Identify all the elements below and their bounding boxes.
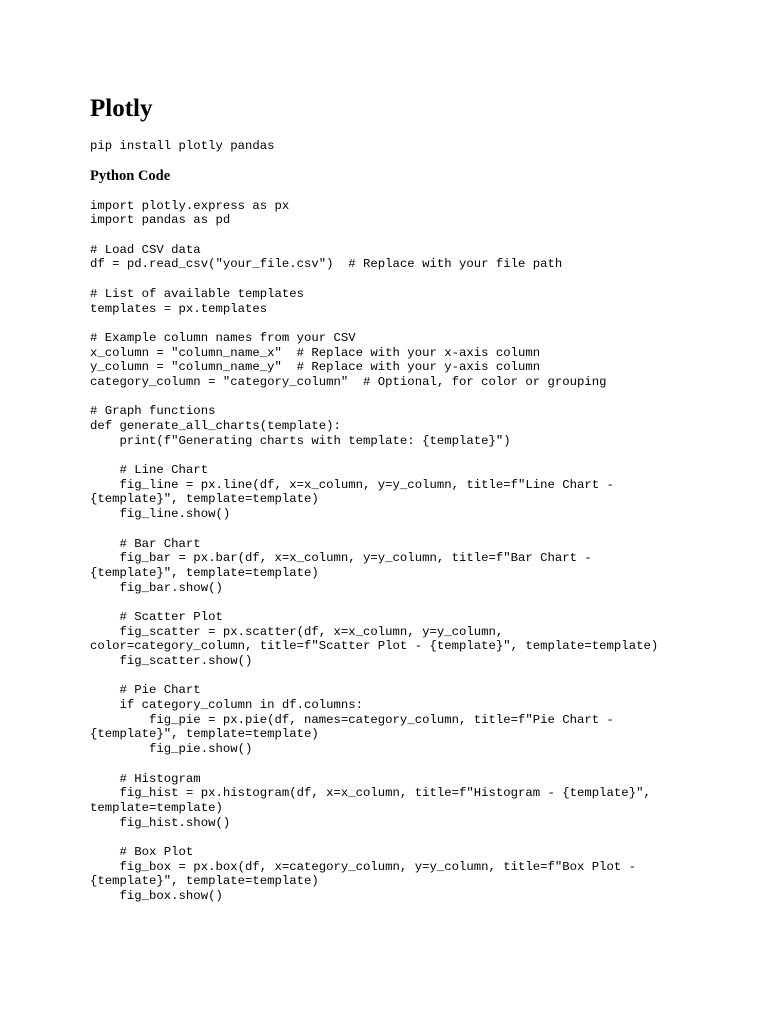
code-line: fig_hist.show(): [90, 815, 231, 830]
code-line: templates = px.templates: [90, 301, 268, 316]
code-line: [90, 272, 730, 287]
code-line: def generate_all_charts(template):: [90, 419, 341, 434]
code-line: # Bar Chart: [90, 536, 201, 551]
code-line: import pandas as pd: [90, 213, 231, 228]
code-line: df = pd.read_csv("your_file.csv") # Replace with your file path: [90, 257, 563, 272]
code-block: [90, 199, 730, 904]
code-line: fig_hist = px.histogram(df, x=x_column, title=f"Histogram - {template}",: [90, 786, 651, 801]
code-line: fig_line = px.line(df, x=x_column, y=y_column, title=f"Line Chart -: [90, 477, 614, 492]
code-line: fig_bar = px.bar(df, x=x_column, y=y_column, title=f"Bar Chart -: [90, 551, 592, 566]
code-line: [90, 830, 730, 845]
code-line: [90, 757, 730, 772]
code-line: # Histogram: [90, 771, 201, 786]
code-line: fig_box = px.box(df, x=category_column, y=y_column, title=f"Box Plot -: [90, 859, 637, 874]
code-line: import plotly.express as px: [90, 198, 290, 213]
code-line: # Line Chart: [90, 463, 209, 478]
code-line: category_column = "category_column" # Optional, for color or grouping: [90, 374, 607, 389]
code-line: color=category_column, title=f"Scatter Plot - {template}", template=template): [90, 639, 659, 654]
code-line: [90, 448, 730, 463]
code-line: [90, 390, 730, 405]
code-line: # Pie Chart: [90, 683, 201, 698]
document-title: Plotly: [90, 95, 153, 122]
install-command: pip install plotly pandas: [90, 139, 275, 153]
code-line: if category_column in df.columns:: [90, 698, 364, 713]
document-page: [90, 94, 730, 904]
code-line: [90, 595, 730, 610]
code-line: fig_scatter = px.scatter(df, x=x_column, y=y_column,: [90, 624, 504, 639]
code-line: [90, 316, 730, 331]
code-line: {template}", template=template): [90, 565, 319, 580]
code-line: # Load CSV data: [90, 242, 201, 257]
code-line: # Scatter Plot: [90, 609, 223, 624]
code-line: [90, 669, 730, 684]
section-heading: Python Code: [90, 167, 171, 184]
code-line: # Graph functions: [90, 404, 216, 419]
code-line: fig_line.show(): [90, 507, 231, 522]
code-line: fig_bar.show(): [90, 580, 223, 595]
code-line: fig_pie = px.pie(df, names=category_column, title=f"Pie Chart -: [90, 712, 614, 727]
code-line: # Example column names from your CSV: [90, 330, 356, 345]
code-line: [90, 228, 730, 243]
code-line: # List of available templates: [90, 286, 305, 301]
code-line: # Box Plot: [90, 844, 194, 859]
code-line: print(f"Generating charts with template: {template}"): [90, 433, 511, 448]
code-line: {template}", template=template): [90, 874, 319, 889]
code-line: {template}", template=template): [90, 492, 319, 507]
code-line: fig_pie.show(): [90, 742, 253, 757]
code-line: template=template): [90, 800, 223, 815]
code-line: [90, 522, 730, 537]
code-line: fig_scatter.show(): [90, 654, 253, 669]
code-line: {template}", template=template): [90, 727, 319, 742]
code-line: y_column = "column_name_y" # Replace with your y-axis column: [90, 360, 541, 375]
code-line: fig_box.show(): [90, 889, 223, 904]
code-line: x_column = "column_name_x" # Replace with your x-axis column: [90, 345, 541, 360]
